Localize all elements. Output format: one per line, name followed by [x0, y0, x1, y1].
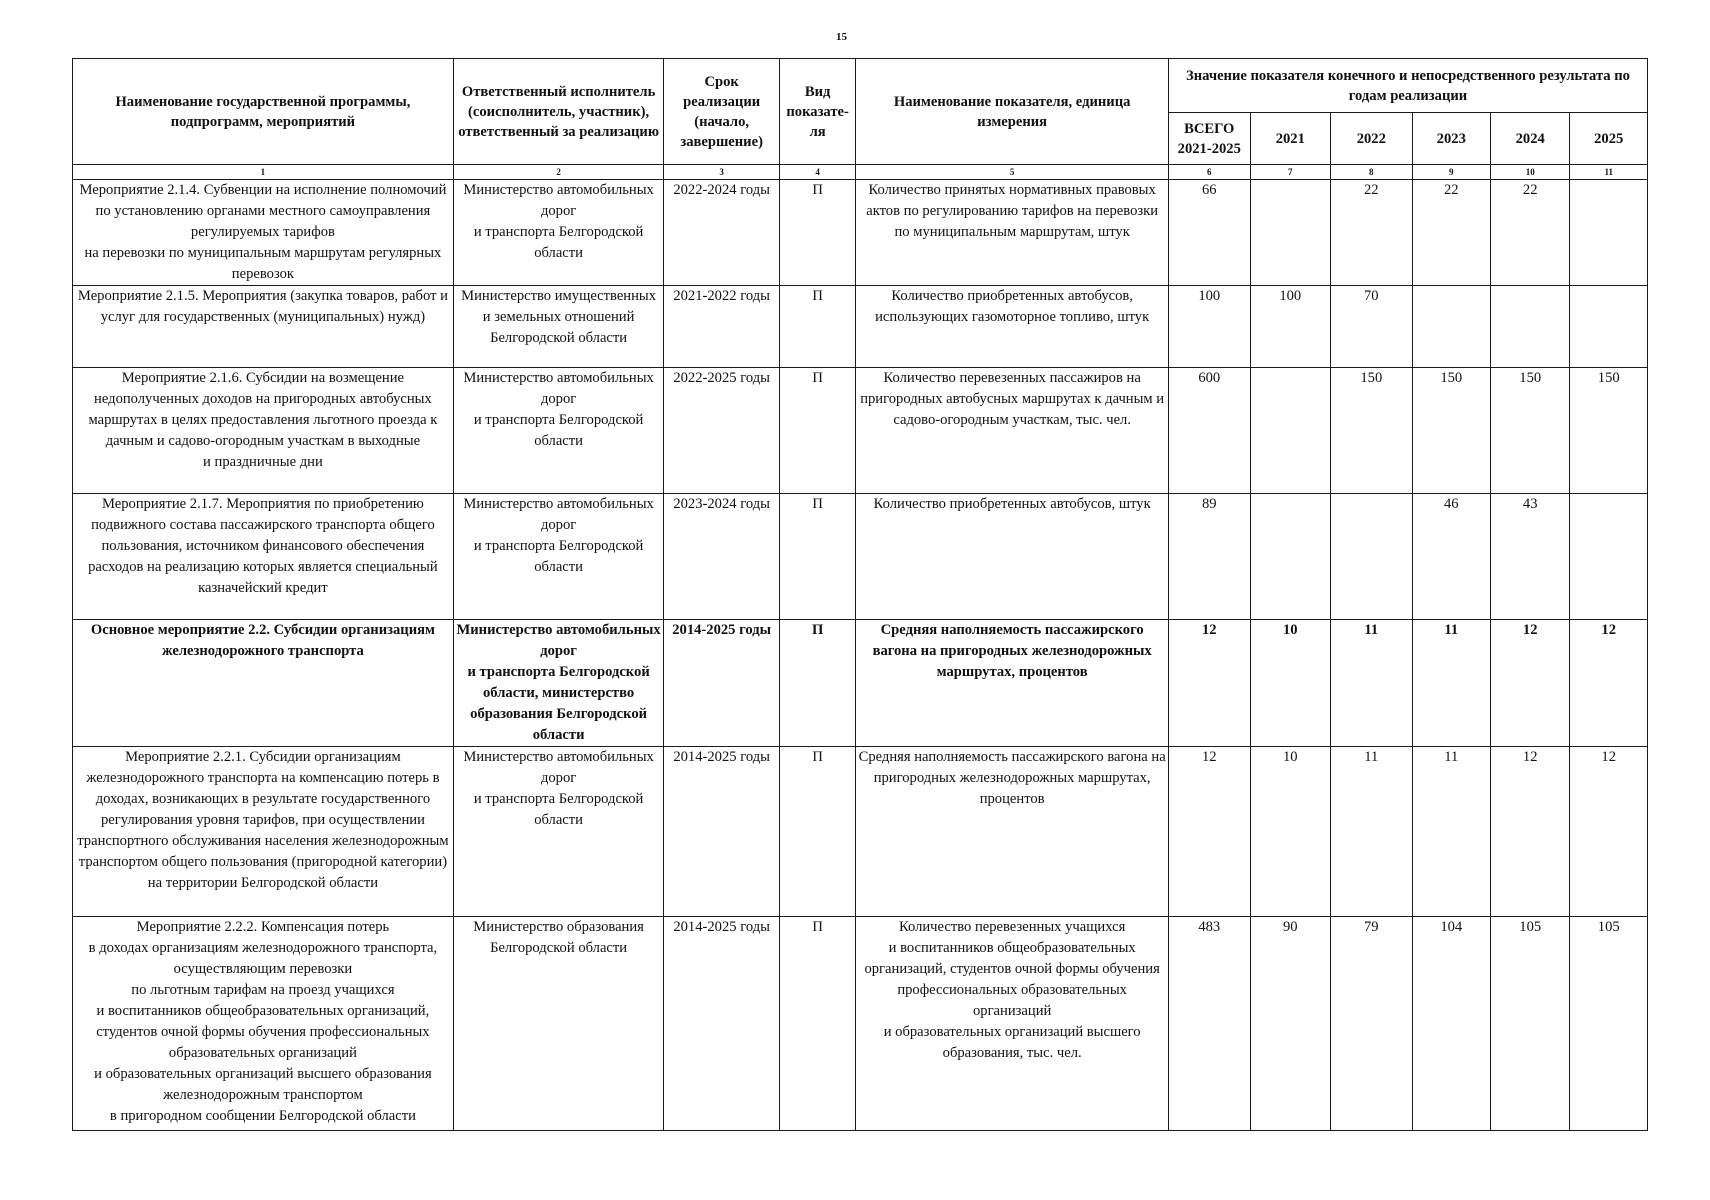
- row-name: Мероприятие 2.2.1. Субсидии организациям железнодорожного транспорта на компенсацию потерь в доходах, возникающих в результате государственного регулирования уровня тарифов, при осуществлении транспортного обслуживания населения железнодорожным транспортом общего пользования (пригородной категории) на территории Белгородской области: [77, 749, 449, 891]
- column-number-row: [73, 165, 1648, 180]
- row-period: 2022-2024 годы: [664, 180, 780, 286]
- row-value-2024: 150: [1490, 368, 1569, 494]
- row-responsible: Министерство имущественных и земельных отношений Белгородской области: [461, 288, 657, 346]
- header-period: Срок реализации (начало, завершение): [664, 59, 780, 165]
- row-responsible-cell: [453, 747, 664, 917]
- row-responsible-cell: [453, 917, 664, 1131]
- row-value-2025: [1570, 494, 1648, 620]
- row-name: Мероприятие 2.1.6. Субсидии на возмещение недополученных доходов на пригородных автобусных маршрутах в целях предоставления льготного проезда к дачным и садово-огородным участкам в выходные и праздничные дни: [88, 370, 438, 470]
- row-value-2025: 105: [1570, 917, 1648, 1131]
- row-responsible-cell: [453, 494, 664, 620]
- row-period: 2014-2025 годы: [664, 620, 780, 747]
- row-value-2021: 90: [1250, 917, 1331, 1131]
- row-name: Мероприятие 2.1.7. Мероприятия по приобретению подвижного состава пассажирского транспорта общего пользования, источником финансового обеспечения расходов на реализацию которых является специальный казначейский кредит: [88, 496, 438, 596]
- row-value-2023: 22: [1412, 180, 1490, 286]
- column-number: 8: [1331, 165, 1413, 180]
- table-row: [73, 494, 1648, 620]
- row-value-2023: [1412, 286, 1490, 368]
- row-kind: П: [779, 620, 855, 747]
- row-name-cell: [73, 494, 454, 620]
- row-kind: П: [779, 368, 855, 494]
- header-kind: Вид показате-ля: [779, 59, 855, 165]
- column-number: 11: [1570, 165, 1648, 180]
- column-number: 3: [664, 165, 780, 180]
- header-year-2025: 2025: [1570, 113, 1648, 165]
- row-kind: П: [779, 494, 855, 620]
- row-value-2022: 79: [1331, 917, 1413, 1131]
- row-value-2024: 22: [1490, 180, 1569, 286]
- program-indicators-table: [72, 58, 1648, 1131]
- row-value-2024: 43: [1490, 494, 1569, 620]
- row-value-2025: 12: [1570, 620, 1648, 747]
- row-responsible: Министерство автомобильных дорог и транспорта Белгородской области: [463, 182, 654, 261]
- column-number: 5: [856, 165, 1169, 180]
- column-number: 7: [1250, 165, 1331, 180]
- header-year-2024: 2024: [1490, 113, 1569, 165]
- row-value-2021: 10: [1250, 620, 1331, 747]
- row-period: 2014-2025 годы: [664, 747, 780, 917]
- column-number: 4: [779, 165, 855, 180]
- row-name-cell: [73, 180, 454, 286]
- row-value-2024: 12: [1490, 620, 1569, 747]
- header-total: ВСЕГО 2021-2025: [1169, 113, 1251, 165]
- column-number: 1: [73, 165, 454, 180]
- row-period: 2022-2025 годы: [664, 368, 780, 494]
- row-indicator: Количество перевезенных пассажиров на пригородных автобусных маршрутах к дачным и садово-огородным участкам, тыс. чел.: [860, 370, 1165, 428]
- row-total: 483: [1169, 917, 1251, 1131]
- table-row: [73, 286, 1648, 368]
- row-indicator-cell: [856, 917, 1169, 1131]
- column-number: 9: [1412, 165, 1490, 180]
- row-name-cell: [73, 620, 454, 747]
- row-value-2023: 150: [1412, 368, 1490, 494]
- row-period: 2021-2022 годы: [664, 286, 780, 368]
- header-indicator: Наименование показателя, единица измерения: [856, 59, 1169, 165]
- row-indicator: Количество перевезенных учащихся и воспитанников общеобразовательных организаций, студентов очной формы обучения профессиональных образовательных организаций и образовательных организаций высшего образования, тыс. чел.: [864, 919, 1160, 1061]
- row-value-2024: [1490, 286, 1569, 368]
- row-value-2022: 150: [1331, 368, 1413, 494]
- row-value-2025: 12: [1570, 747, 1648, 917]
- row-kind: П: [779, 917, 855, 1131]
- row-responsible-cell: [453, 286, 664, 368]
- row-responsible: Министерство автомобильных дорог и транспорта Белгородской области: [463, 496, 654, 575]
- row-value-2023: 11: [1412, 747, 1490, 917]
- row-value-2022: [1331, 494, 1413, 620]
- row-responsible: Министерство автомобильных дорог и транспорта Белгородской области: [463, 749, 654, 828]
- row-value-2021: 10: [1250, 747, 1331, 917]
- row-value-2024: 105: [1490, 917, 1569, 1131]
- row-value-2025: 150: [1570, 368, 1648, 494]
- row-kind: П: [779, 286, 855, 368]
- row-indicator-cell: [856, 180, 1169, 286]
- table-row: [73, 620, 1648, 747]
- row-value-2022: 22: [1331, 180, 1413, 286]
- row-period: 2014-2025 годы: [664, 917, 780, 1131]
- row-value-2024: 12: [1490, 747, 1569, 917]
- header-values-group: Значение показателя конечного и непосредственного результата по годам реализации: [1169, 59, 1648, 113]
- header-year-2022: 2022: [1331, 113, 1413, 165]
- header-name: Наименование государственной программы, подпрограмм, мероприятий: [73, 59, 454, 165]
- page-number: 15: [836, 31, 847, 43]
- header-year-2021: 2021: [1250, 113, 1331, 165]
- row-value-2025: [1570, 180, 1648, 286]
- row-value-2021: 100: [1250, 286, 1331, 368]
- row-indicator-cell: [856, 747, 1169, 917]
- row-value-2022: 11: [1331, 747, 1413, 917]
- row-indicator-cell: [856, 494, 1169, 620]
- row-responsible-cell: [453, 620, 664, 747]
- row-total: 66: [1169, 180, 1251, 286]
- row-responsible: Министерство образования Белгородской области: [473, 919, 644, 956]
- row-responsible: Министерство автомобильных дорог и транспорта Белгородской области: [463, 370, 654, 449]
- row-total: 12: [1169, 620, 1251, 747]
- row-name: Мероприятие 2.2.2. Компенсация потерь в доходах организациям железнодорожного транспорта, осуществляющим перевозки по льготным тарифам на проезд учащихся и воспитанников общеобразовательных организаций, студентов очной формы обучения профессиональных образовательных организаций и образовательных организаций высшего образования железнодорожным транспортом в пригородном сообщении Белгородской области: [88, 919, 438, 1124]
- row-name: Основное мероприятие 2.2. Субсидии организациям железнодорожного транспорта: [90, 622, 435, 659]
- row-indicator: Средняя наполняемость пассажирского вагона на пригородных железнодорожных маршрутах, процентов: [858, 749, 1166, 807]
- row-indicator: Количество приобретенных автобусов, штук: [873, 496, 1151, 512]
- row-value-2021: [1250, 494, 1331, 620]
- header-year-2023: 2023: [1412, 113, 1490, 165]
- row-name-cell: [73, 286, 454, 368]
- row-name: Мероприятие 2.1.5. Мероприятия (закупка товаров, работ и услуг для государственных (муниципальных) нужд): [77, 288, 448, 325]
- row-name-cell: [73, 747, 454, 917]
- row-value-2021: [1250, 180, 1331, 286]
- column-number: 2: [453, 165, 664, 180]
- row-indicator-cell: [856, 620, 1169, 747]
- header-responsible: Ответственный исполнитель (соисполнитель, участник), ответственный за реализацию: [453, 59, 664, 165]
- table-row: [73, 747, 1648, 917]
- row-value-2022: 70: [1331, 286, 1413, 368]
- column-number: 10: [1490, 165, 1569, 180]
- row-total: 600: [1169, 368, 1251, 494]
- row-name: Мероприятие 2.1.4. Субвенции на исполнение полномочий по установлению органами местного самоуправления регулируемых тарифов на перевозки по муниципальным маршрутам регулярных перевозок: [79, 182, 447, 282]
- row-total: 100: [1169, 286, 1251, 368]
- table-row: [73, 180, 1648, 286]
- row-indicator-cell: [856, 368, 1169, 494]
- row-name-cell: [73, 368, 454, 494]
- row-indicator-cell: [856, 286, 1169, 368]
- row-value-2025: [1570, 286, 1648, 368]
- row-indicator: Количество приобретенных автобусов, использующих газомоторное топливо, штук: [875, 288, 1150, 325]
- row-value-2023: 104: [1412, 917, 1490, 1131]
- row-value-2021: [1250, 368, 1331, 494]
- row-kind: П: [779, 180, 855, 286]
- row-indicator: Количество принятых нормативных правовых актов по регулированию тарифов на перевозки по муниципальным маршрутам, штук: [866, 182, 1159, 240]
- row-name-cell: [73, 917, 454, 1131]
- row-responsible: Министерство автомобильных дорог и транспорта Белгородской области, министерство образования Белгородской области: [456, 622, 661, 743]
- table-row: [73, 917, 1648, 1131]
- row-indicator: Средняя наполняемость пассажирского вагона на пригородных железнодорожных маршрутах, процентов: [872, 622, 1152, 680]
- table-row: [73, 368, 1648, 494]
- column-number: 6: [1169, 165, 1251, 180]
- row-kind: П: [779, 747, 855, 917]
- row-value-2023: 46: [1412, 494, 1490, 620]
- row-value-2022: 11: [1331, 620, 1413, 747]
- row-total: 12: [1169, 747, 1251, 917]
- row-responsible-cell: [453, 180, 664, 286]
- row-total: 89: [1169, 494, 1251, 620]
- row-responsible-cell: [453, 368, 664, 494]
- row-value-2023: 11: [1412, 620, 1490, 747]
- row-period: 2023-2024 годы: [664, 494, 780, 620]
